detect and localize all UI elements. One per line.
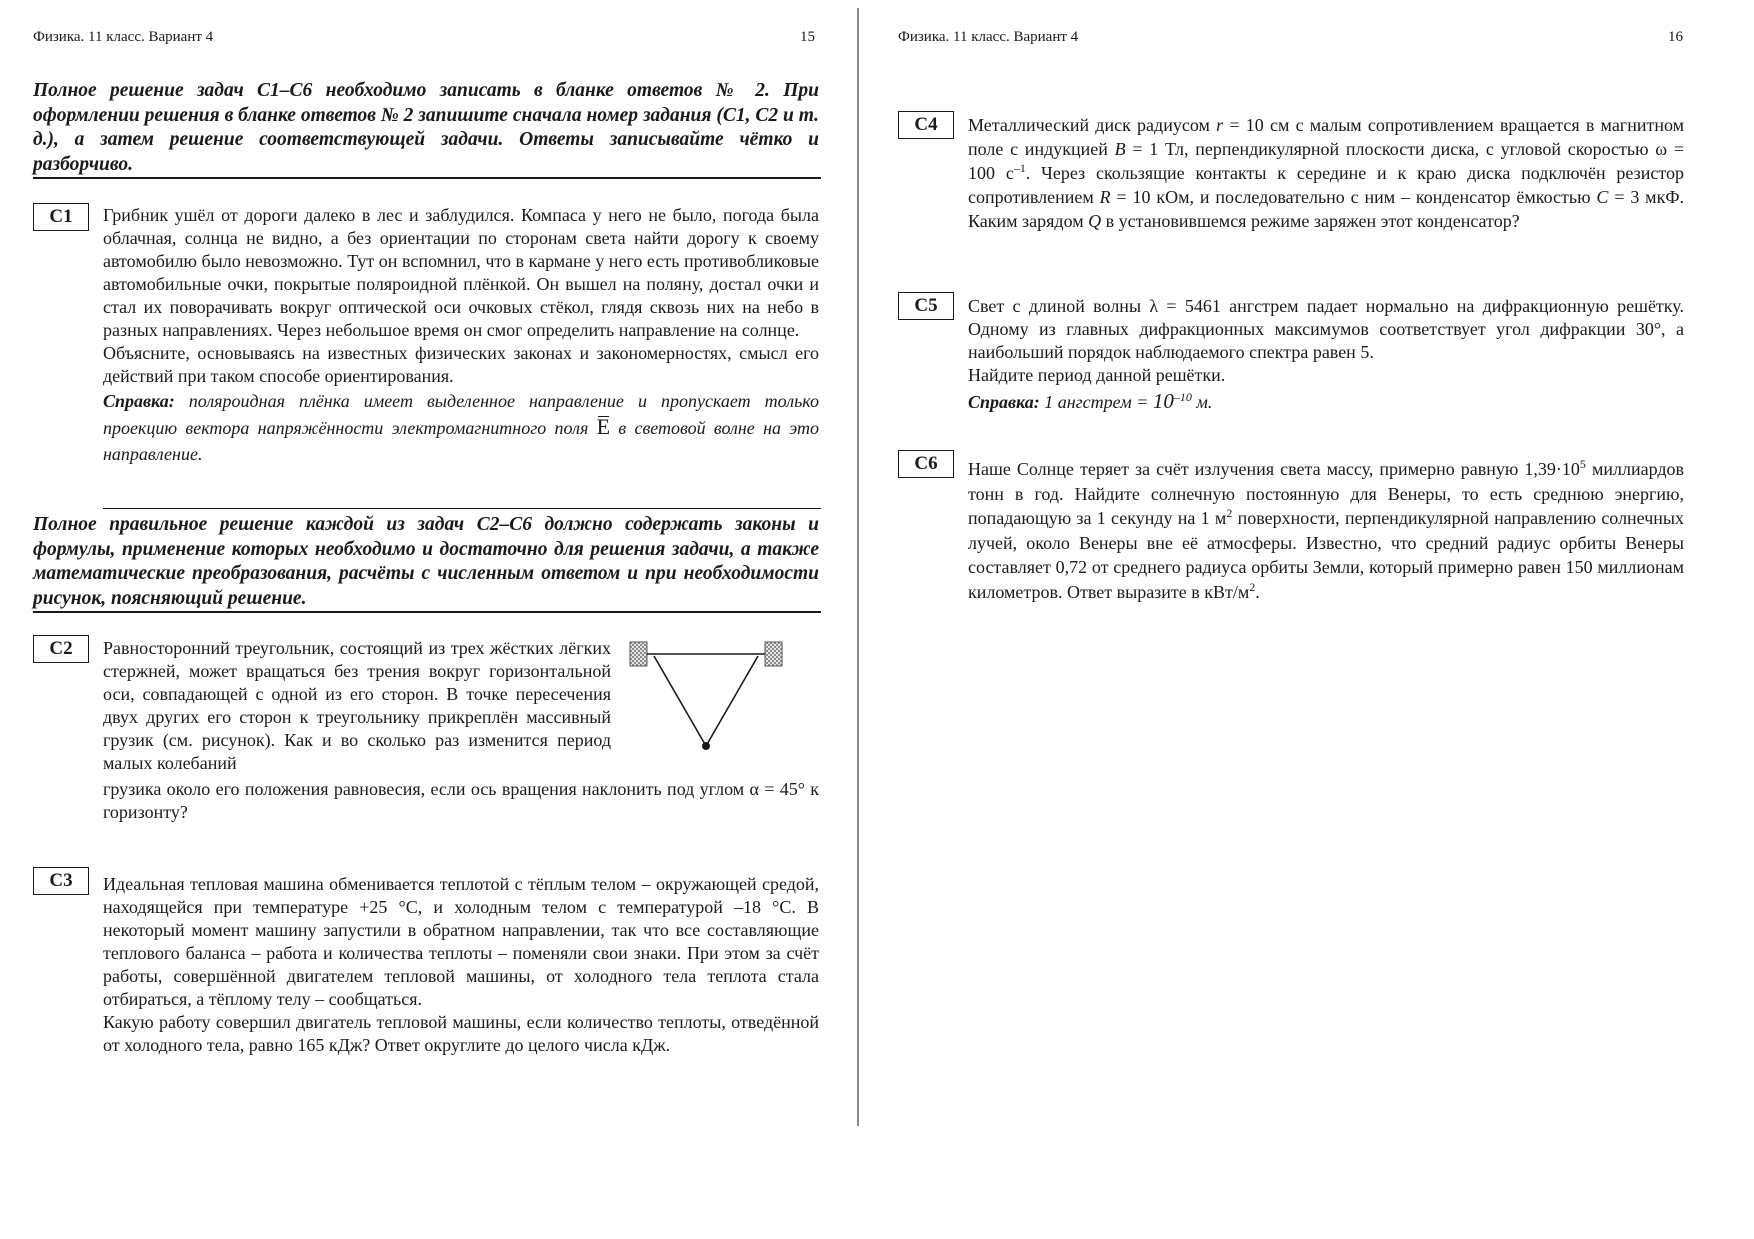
task-c2-text-continued: грузика около его положения равновесия, если ось вращения наклонить под углом α = 45° к горизонту?: [103, 779, 819, 822]
page-header: Физика. 11 класс. Вариант 4: [898, 29, 1079, 45]
task-label-c5: С5: [898, 292, 954, 320]
task-c5-text: Свет с длиной волны λ = 5461 ангстрем падает нормально на дифракционную решётку. Одному из главных дифракционных максимумов соответствует угол дифракции 30°, а наибольший порядок наблюдаемого спектра равен 5.: [968, 296, 1684, 362]
task-label-c2: С2: [33, 635, 89, 663]
symbol-charge: Q: [1088, 211, 1102, 231]
divider: [103, 508, 821, 509]
left-axis-support: [630, 642, 647, 666]
task-label-c1: С1: [33, 203, 89, 231]
instruction-general: Полное решение задач С1–С6 необходимо записать в бланке ответов № 2. При оформлении решения в бланке ответов № 2 запишите сначала номер задания (С1, С2 и т. д.), а затем решение соответствующей задачи. Ответы записывайте чётко и разборчиво.: [33, 80, 819, 175]
weight-bob: [702, 742, 710, 750]
page-header: Физика. 11 класс. Вариант 4: [33, 29, 214, 45]
unit-exponent: 2: [1249, 579, 1256, 594]
task-c3: [103, 873, 819, 1057]
task-c1-reference: [103, 388, 819, 467]
symbol-resistance: R: [1099, 187, 1111, 207]
instruction-requirements: Полное правильное решение каждой из задач С2–С6 должно содержать законы и формулы, применение которых необходимо и достаточно для решения задачи, а также математические преобразования, расчёты с численным ответом и при необходимости рисунок, поясняющий решение.: [33, 514, 819, 609]
page-number: 16: [1668, 29, 1683, 45]
symbol-r: r: [1216, 115, 1224, 135]
reference-label: Справка:: [968, 392, 1040, 412]
task-c3-text: Идеальная тепловая машина обменивается теплотой с тёплым телом – окружающей средой, находящейся при температуре +25 °С, и холодным телом с температурой –18 °С. В некоторый момент машину запустили в обратном направлении, так что все составляющие теплового баланса – работа и количества теплоты – поменяли свои знаки. При этом за счёт работы, совершённой двигателем тепловой машины, от холодного тела теплота стала отбираться, а тёплому телу – сообщаться.: [103, 874, 819, 1009]
task-label-c4: С4: [898, 111, 954, 139]
page-number: 15: [800, 29, 815, 45]
mass-exponent: 5: [1579, 457, 1586, 471]
right-rod: [706, 656, 758, 746]
task-c5-reference: Справка: 1 ангстрем = 10$^{-10}$ м.: [968, 389, 1213, 413]
omega-exponent: –1: [1013, 161, 1026, 175]
task-c1: [103, 204, 819, 467]
task-c4-text: Металлический диск радиусом r = 10 см с малым сопротивлением вращается в магнитном поле с индукцией B = 1 Тл, перпендикулярной плоскости диска, с угловой скоростью ω = 100 $с^{-1}$. Через скользящие контакты к середине и к краю диска подключён резистор сопротивлением R = 10 кОм, и последовательно с ним – конденсатор ёмкостью C = 3 мкФ. Каким зарядом Q в установившемся режиме заряжен этот конденсатор?: [968, 115, 1685, 231]
area-exponent: 2: [1226, 506, 1233, 520]
divider: [33, 177, 821, 179]
task-c5-question: Найдите период данной решётки.: [968, 365, 1226, 385]
right-axis-support: [765, 642, 782, 666]
task-c2-text: Равносторонний треугольник, состоящий из трех жёстких лёгких стержней, может вращаться без трения вокруг горизонтальной оси, совпадающей с одной из его сторон. В точке пересечения двух других его сторон к треугольнику прикреплён массивный грузик (см. рисунок). Как и во сколько раз изменится период малых колебаний: [103, 638, 611, 773]
task-c1-question: Объясните, основываясь на известных физических законах и закономерностях, смысл его действий при таком способе ориентирования.: [103, 343, 819, 386]
task-c6-text: Наше Солнце теряет за счёт излучения света массу, примерно равную $1,39\cdot 10^5$ миллиардов тонн в год. Найдите солнечную постоянную для Венеры, то есть среднюю энергию, попадающую за 1 секунду на 1 $м^2$ поверхности, перпендикулярной направлению солнечных лучей, около Венеры вне её атмосферы. Известно, что средний радиус орбиты Венеры составляет 0,72 от среднего радиуса орбиты Земли, который примерно равен 150 миллионам километров. Ответ выразите в кВт/$м^2$.: [968, 457, 1685, 602]
reference-text-end: в световой волне на это направление.: [103, 418, 820, 464]
task-c3-question: Какую работу совершил двигатель тепловой машины, если количество теплоты, отведённой от холодного тела, равно 165 кДж? Ответ округлите до целого числа кДж.: [103, 1012, 819, 1055]
task-c5: [968, 295, 1684, 414]
symbol-b: B: [1114, 139, 1126, 159]
left-page: [0, 0, 858, 1239]
task-c1-text: Грибник ушёл от дороги далеко в лес и заблудился. Компаса у него не было, погода была облачная, солнца не видно, а без ориентации по сторонам света найти дорогу к своему автомобилю было невозможно. Тут он вспомнил, что в кармане у него есть противобликовые автомобильные очки, покрытые поляроидной плёнкой. Он вышел на поляну, достал очки и стал их поворачивать вокруг оптической оси очковых стёкол, глядя сквозь них на небо в разных направлениях. Через небольшое время он смог определить направление на солнце.: [103, 205, 819, 340]
symbol-capacitance: C: [1596, 187, 1609, 207]
task-label-c6: С6: [898, 450, 954, 478]
reference-text: поляроидная плёнка имеет выделенное направление и пропускает только проекцию вектора напряжённости электромагнитного поля: [103, 391, 820, 438]
ref-power-exponent: –10: [1173, 390, 1192, 404]
triangle-pendulum-figure: [628, 636, 784, 754]
vector-e-symbol: E: [596, 414, 611, 439]
right-page: [862, 0, 1754, 1239]
reference-label: Справка:: [103, 391, 175, 411]
left-rod: [654, 656, 706, 746]
divider: [33, 611, 821, 613]
task-label-c3: С3: [33, 867, 89, 895]
ref-power-base: 10: [1152, 389, 1174, 413]
